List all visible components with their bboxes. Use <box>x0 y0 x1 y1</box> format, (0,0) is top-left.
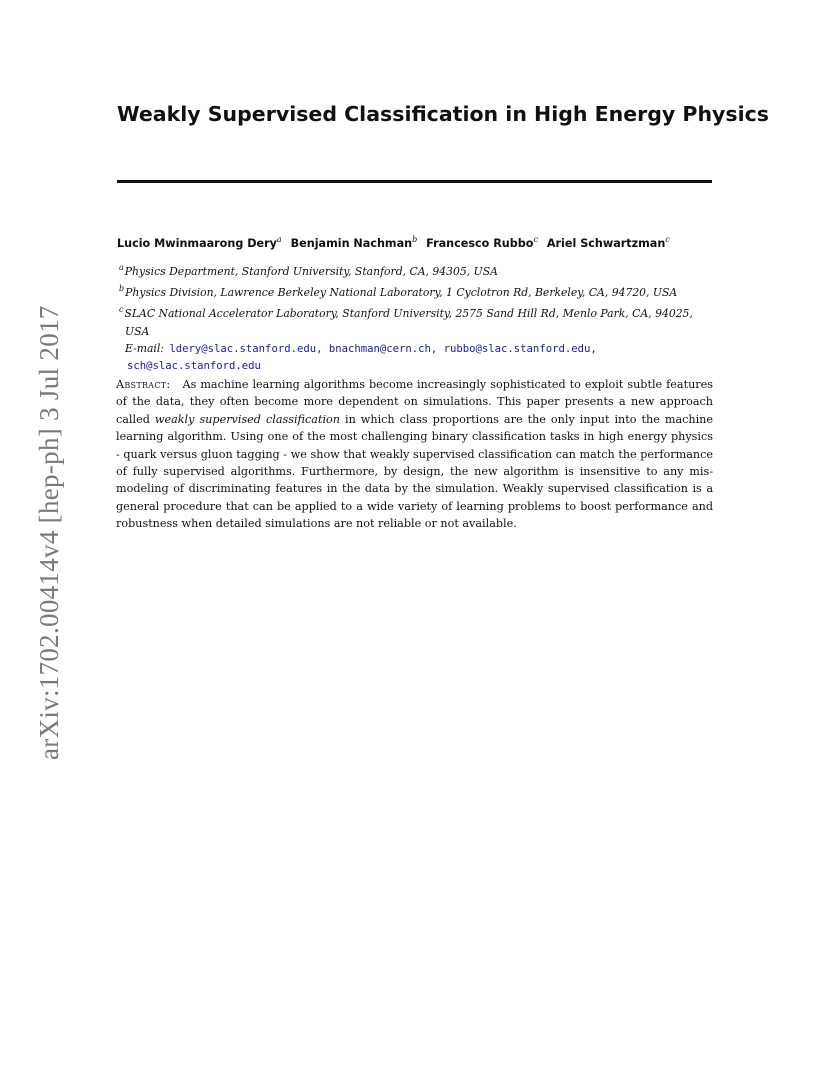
affiliation: $^c$SLAC National Accelerator Laboratory, Stanford University, 2575 Sand Hill Rd, Menlo Park, CA, 94025, USA <box>119 305 693 338</box>
paper-title: Weakly Supervised Classification in High Energy Physics <box>117 102 769 126</box>
email-link[interactable]: sch@slac.stanford.edu <box>127 360 261 373</box>
author: Ariel Schwartzman$^c$ <box>546 235 670 250</box>
abstract <box>116 376 713 533</box>
abstract-text: in which class proportions are the only input into the machine learning algorithm. Using one of the most challenging binary classification tasks in high energy physics - quark versus gluon tagging - we show that weakly supervised classification can match the performance of fully supervised algorithms. Furthermore, by design, the new algorithm is insensitive to any mis-modeling of discriminating features in the data by the simulation. Weakly supervised classification is a general procedure that can be applied to a wide variety of learning problems to boost performance and robustness when detailed simulations are not reliable or not available. <box>116 412 713 531</box>
author-list <box>117 235 717 250</box>
affiliation: $^b$Physics Division, Lawrence Berkeley National Laboratory, 1 Cyclotron Rd, Berkeley, CA, 94720, USA <box>119 284 678 300</box>
abstract-text: As machine learning algorithms become increasingly sophisticated to exploit subtle features of the data, they often become more dependent on simulations. This paper presents a new approach called <box>116 378 713 426</box>
email-label: E-mail: <box>125 341 164 355</box>
abstract-label: Abstract: <box>116 378 171 391</box>
abstract-emphasis: weakly supervised classification <box>154 412 340 426</box>
author: Benjamin Nachman$^b$ <box>290 235 418 250</box>
author: Francesco Rubbo$^c$ <box>426 235 538 250</box>
affiliations <box>119 259 719 375</box>
author: Lucio Mwinmaarong Dery$^a$ <box>117 235 282 250</box>
email-block <box>119 340 719 375</box>
email-link[interactable]: ldery@slac.stanford.edu, bnachman@cern.ch, rubbo@slac.stanford.edu, <box>169 342 597 355</box>
affiliation: $^a$Physics Department, Stanford University, Stanford, CA, 94305, USA <box>119 263 498 278</box>
arxiv-stamp: arXiv:1702.00414v4 [hep-ph] 3 Jul 2017 <box>34 305 64 760</box>
title-rule <box>117 180 712 183</box>
